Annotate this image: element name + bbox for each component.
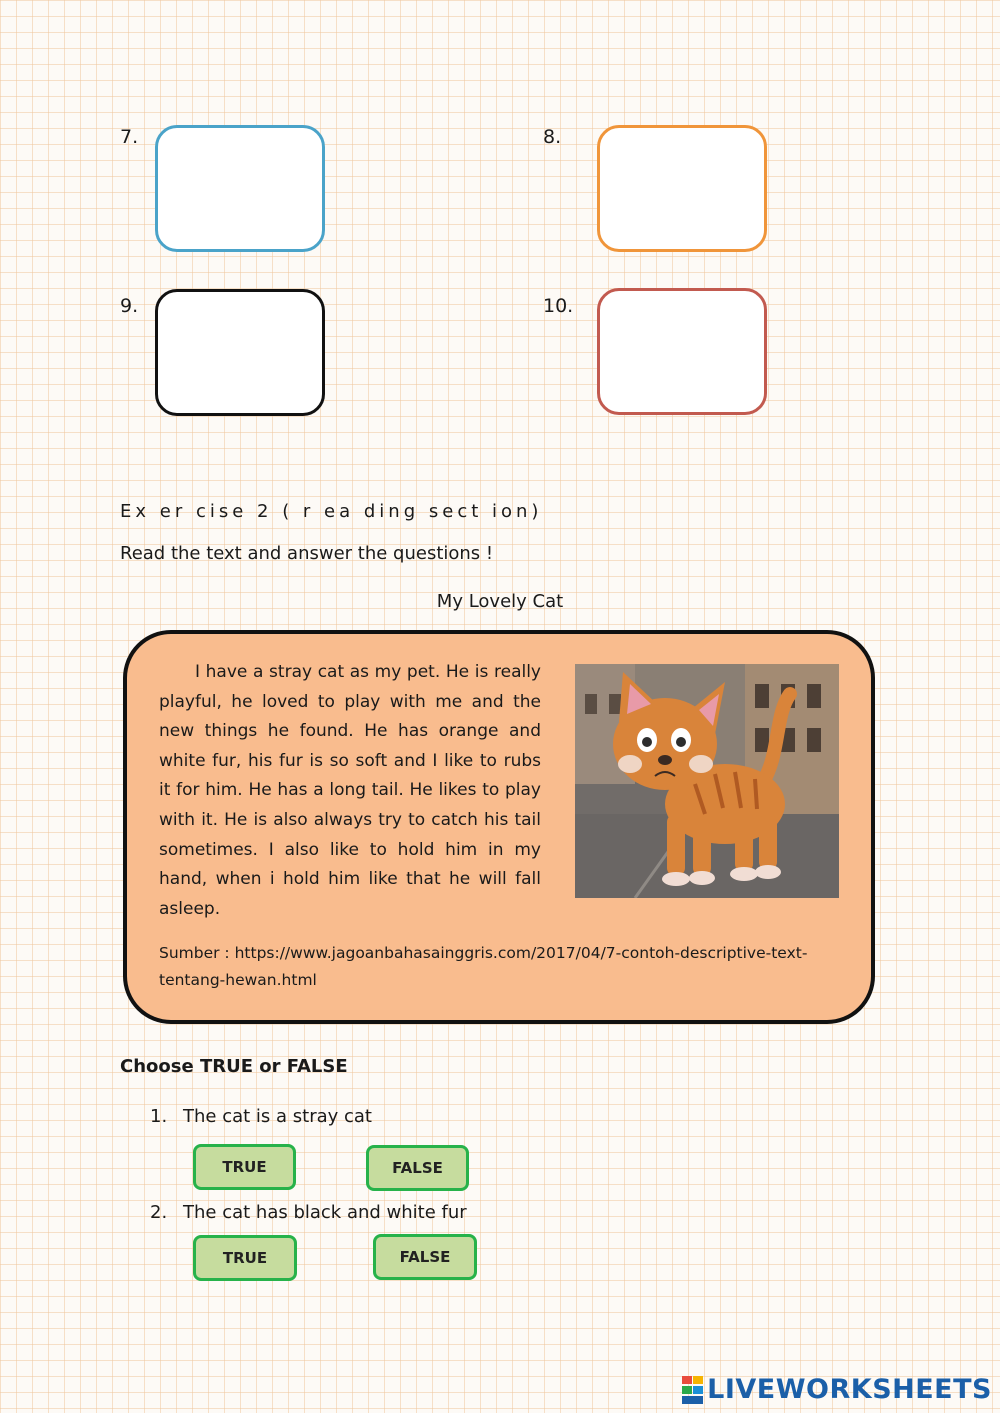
- question-2-true-button[interactable]: TRUE: [193, 1235, 297, 1281]
- questions-header: Choose TRUE or FALSE: [120, 1056, 348, 1077]
- question-1-true-button[interactable]: TRUE: [193, 1144, 296, 1190]
- brand-icon: [682, 1376, 704, 1404]
- exercise-title: Ex er cise 2 ( r ea ding sect ion): [120, 501, 543, 522]
- story-text: I have a stray cat as my pet. He is really playful, he loved to play with me and the new things he found. He has orange and white fur, his fur is so soft and I like to rubs it for him. He has a long tail. He likes to play with it. He is also always try to catch his tail sometimes. I also like to hold him in my hand, when i hold him like that he will fall asleep.: [159, 662, 541, 919]
- story-title: My Lovely Cat: [436, 591, 564, 612]
- source-text: Sumber : https://www.jagoanbahasainggris.com/2017/04/7-contoh-descriptive-text-tentang-hewan.html: [159, 944, 808, 989]
- brand-name: LIVEWORKSHEETS: [707, 1374, 992, 1405]
- box-9-label: 9.: [120, 295, 139, 317]
- instruction: Read the text and answer the questions !: [120, 543, 494, 564]
- answer-box-8[interactable]: [597, 125, 767, 252]
- question-2-false-button[interactable]: FALSE: [373, 1234, 477, 1280]
- answer-box-7[interactable]: [155, 125, 325, 252]
- box-7-label: 7.: [120, 126, 139, 148]
- question-1-text: The cat is a stray cat: [183, 1106, 372, 1127]
- cat-illustration: [575, 664, 839, 898]
- question-2-number: 2.: [150, 1202, 168, 1223]
- question-1-false-button[interactable]: FALSE: [366, 1145, 469, 1191]
- answer-box-10[interactable]: [597, 288, 767, 415]
- answer-box-9[interactable]: [155, 289, 325, 416]
- question-2-text: The cat has black and white fur: [183, 1202, 467, 1223]
- box-10-label: 10.: [543, 295, 574, 317]
- cat-photo: [575, 664, 839, 898]
- question-1-number: 1.: [150, 1106, 168, 1127]
- brand-logo: [682, 1374, 992, 1405]
- reading-panel: [123, 630, 875, 1024]
- box-8-label: 8.: [543, 126, 562, 148]
